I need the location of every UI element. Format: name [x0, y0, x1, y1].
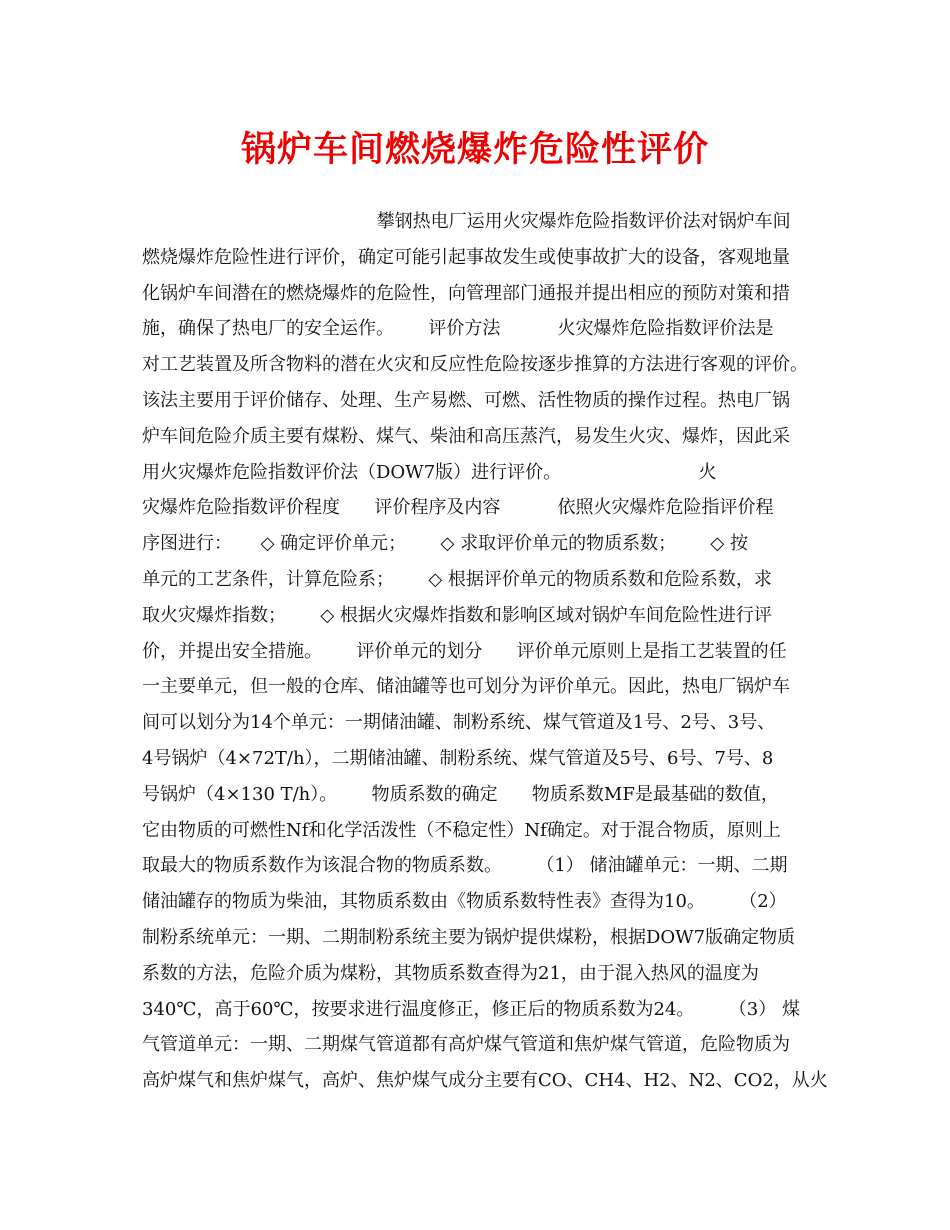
body-line: 它由物质的可燃性Nf和化学活泼性（不稳定性）Nf确定。对于混合物质，原则上 — [142, 819, 781, 841]
body-line: 气管道单元：一期、二期煤气管道都有高炉煤气管道和焦炉煤气管道，危险物质为 — [142, 1034, 790, 1056]
document-title: 锅炉车间燃烧爆炸危险性评价 — [240, 129, 709, 170]
body-line: 制粉系统单元：一期、二期制粉系统主要为锅炉提供煤粉，根据DOW7版确定物质 — [142, 926, 796, 948]
body-line: 化锅炉车间潜在的燃烧爆炸的危险性，向管理部门通报并提出相应的预防对策和措 — [142, 282, 790, 304]
body-line: 储油罐存的物质为柴油，其物质系数由《物质系数特性表》查得为10。 （2） — [142, 891, 787, 913]
body-line: 高炉煤气和焦炉煤气，高炉、焦炉煤气成分主要有CO、CH4、H2、N2、CO2，从火 — [142, 1070, 828, 1092]
body-line: 间可以划分为14个单元：一期储油罐、制粉系统、煤气管道及1号、2号、3号、 — [142, 712, 776, 734]
body-line: 价，并提出安全措施。 评价单元的划分 评价单元原则上是指工艺装置的任 — [142, 640, 787, 662]
body-line: 对工艺装置及所含物料的潜在火灾和反应性危险按逐步推算的方法进行客观的评价。 — [142, 354, 808, 376]
body-line: 序图进行： ◇ 确定评价单元； ◇ 求取评价单元的物质系数； ◇ 按 — [142, 533, 748, 555]
document-body — [142, 204, 828, 1099]
body-line: 取最大的物质系数作为该混合物的物质系数。 （1） 储油罐单元：一期、二期 — [142, 855, 788, 877]
body-line: 用火灾爆炸危险指数评价法（DOW7版）进行评价。 火 — [142, 461, 717, 483]
body-line: 该法主要用于评价储存、处理、生产易燃、可燃、活性物质的操作过程。热电厂锅 — [142, 389, 790, 411]
body-line: 一主要单元，但一般的仓库、储油罐等也可划分为评价单元。因此，热电厂锅炉车 — [142, 676, 790, 698]
body-line: 4号锅炉（4×72T/h），二期储油罐、制粉系统、煤气管道及5号、6号、7号、8 — [142, 747, 774, 769]
body-line: 施，确保了热电厂的安全运作。 评价方法 火灾爆炸危险指数评价法是 — [142, 318, 774, 340]
body-line: 取火灾爆炸指数； ◇ 根据火灾爆炸指数和影响区域对锅炉车间危险性进行评 — [142, 604, 772, 626]
body-line: 攀钢热电厂运用火灾爆炸危险指数评价法对锅炉车间 — [142, 211, 791, 232]
body-line: 燃烧爆炸危险性进行评价，确定可能引起事故发生或使事故扩大的设备，客观地量 — [142, 246, 790, 268]
body-line: 340℃，高于60℃，按要求进行温度修正，修正后的物质系数为24。 （3） 煤 — [142, 998, 800, 1020]
body-line: 单元的工艺条件，计算危险系； ◇ 根据评价单元的物质系数和危险系数，求 — [142, 568, 772, 590]
body-line: 灾爆炸危险指数评价程度 评价程序及内容 依照火灾爆炸危险指评价程 — [142, 497, 774, 519]
body-line: 系数的方法，危险介质为煤粉，其物质系数查得为21，由于混入热风的温度为 — [142, 962, 759, 984]
body-line: 号锅炉（4×130 T/h）。 物质系数的确定 物质系数MF是最基础的数值， — [142, 783, 779, 805]
body-line: 炉车间危险介质主要有煤粉、煤气、柴油和高压蒸汽，易发生火灾、爆炸，因此采 — [142, 425, 790, 447]
